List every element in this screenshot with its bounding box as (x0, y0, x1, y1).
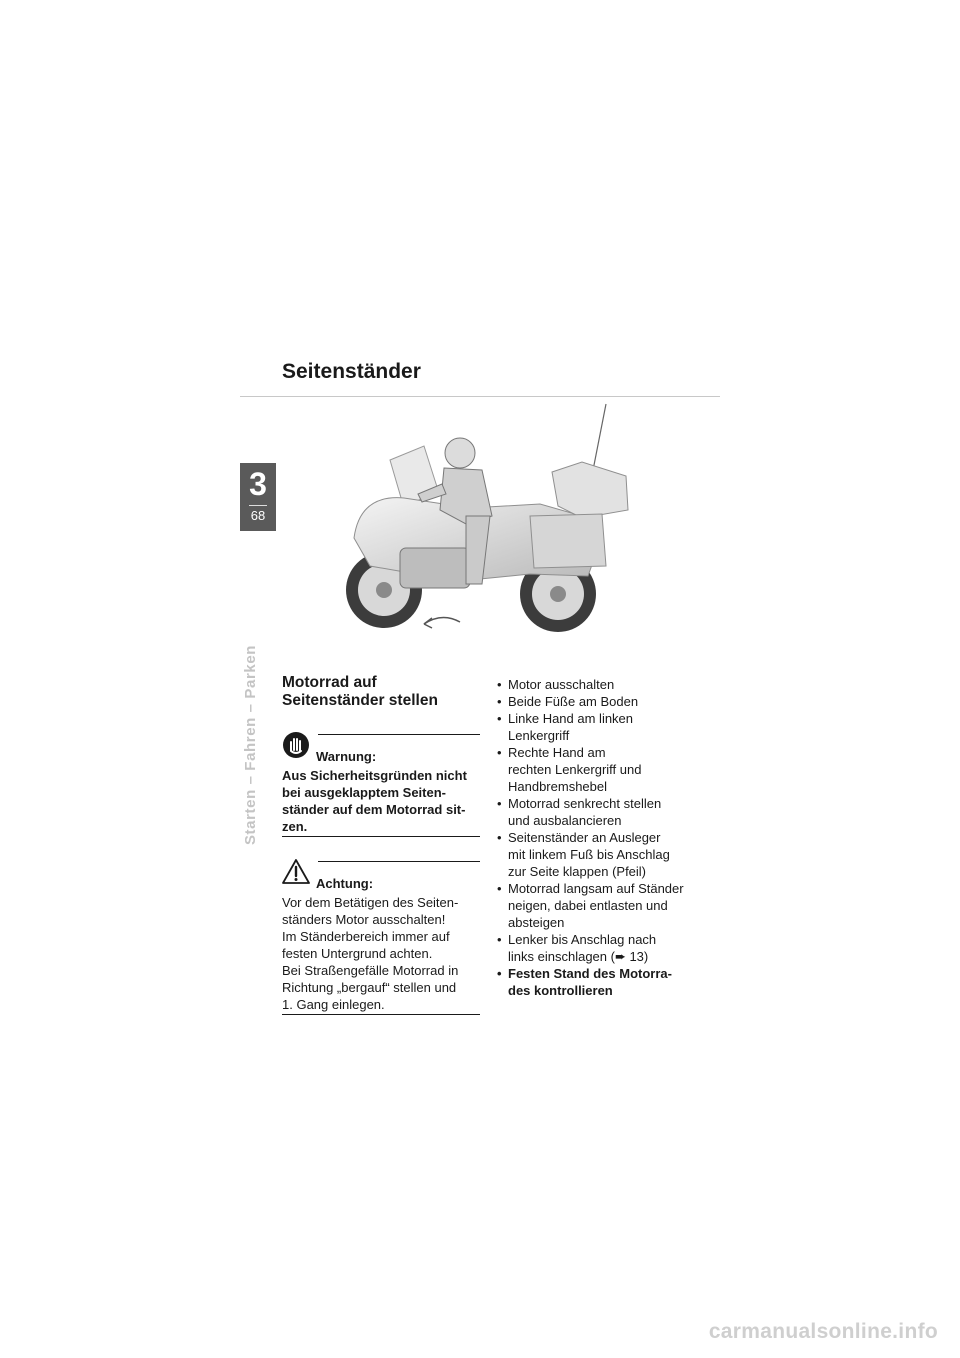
list-item: • Rechte Hand am rechten Lenkergriff und Handbremshebel (497, 744, 697, 795)
caution-label: Achtung: (316, 876, 374, 891)
left-column (282, 674, 480, 1015)
list-item: • Lenker bis Anschlag nach links einschlagen (➨ 13) (497, 931, 697, 965)
warning-label: Warnung: (316, 749, 377, 764)
caution-box (282, 861, 480, 1015)
list-item: • Motorrad langsam auf Ständer neigen, dabei entlasten und absteigen (497, 880, 697, 931)
page-title: Seitenständer (282, 360, 421, 383)
list-item: • Linke Hand am linken Lenkergriff (497, 710, 697, 744)
warning-box (282, 734, 480, 837)
chapter-side-label: Starten – Fahren – Parken (242, 644, 259, 846)
chapter-number: 3 (249, 466, 267, 502)
exclamation-triangle-icon (282, 858, 310, 886)
section-heading: Motorrad auf Seitenständer stellen (282, 674, 438, 709)
list-item: • Seitenständer an Ausleger mit linkem Fuß bis Anschlag zur Seite klappen (Pfeil) (497, 829, 697, 880)
caution-text: Vor dem Betätigen des Seiten- ständers Motor ausschalten! Im Ständerbereich immer auf festen Untergrund achten. Bei Straßengefälle Motorrad in Richtung „bergauf“ stellen und 1. Gang einlegen. (282, 895, 459, 1012)
caution-bottom-rule (282, 1014, 480, 1015)
chapter-separator (249, 505, 267, 506)
list-item: • Beide Füße am Boden (497, 693, 697, 710)
list-item: • Motor ausschalten (497, 676, 697, 693)
hand-stop-icon (282, 731, 310, 759)
page-number: 68 (250, 508, 266, 523)
warning-text: Aus Sicherheitsgründen nicht bei ausgeklapptem Seiten- ständer auf dem Motorrad sit- zen. (282, 768, 467, 834)
chapter-tab (240, 463, 276, 531)
step-list (497, 676, 697, 999)
motorcycle-illustration (320, 398, 650, 643)
warning-bottom-rule (282, 836, 480, 837)
watermark: carmanualsonline.info (708, 1320, 938, 1343)
title-rule (240, 396, 720, 397)
list-item: • Festen Stand des Motorra- des kontrollieren (497, 965, 697, 999)
right-column (497, 676, 697, 999)
list-item: • Motorrad senkrecht stellen und ausbalancieren (497, 795, 697, 829)
